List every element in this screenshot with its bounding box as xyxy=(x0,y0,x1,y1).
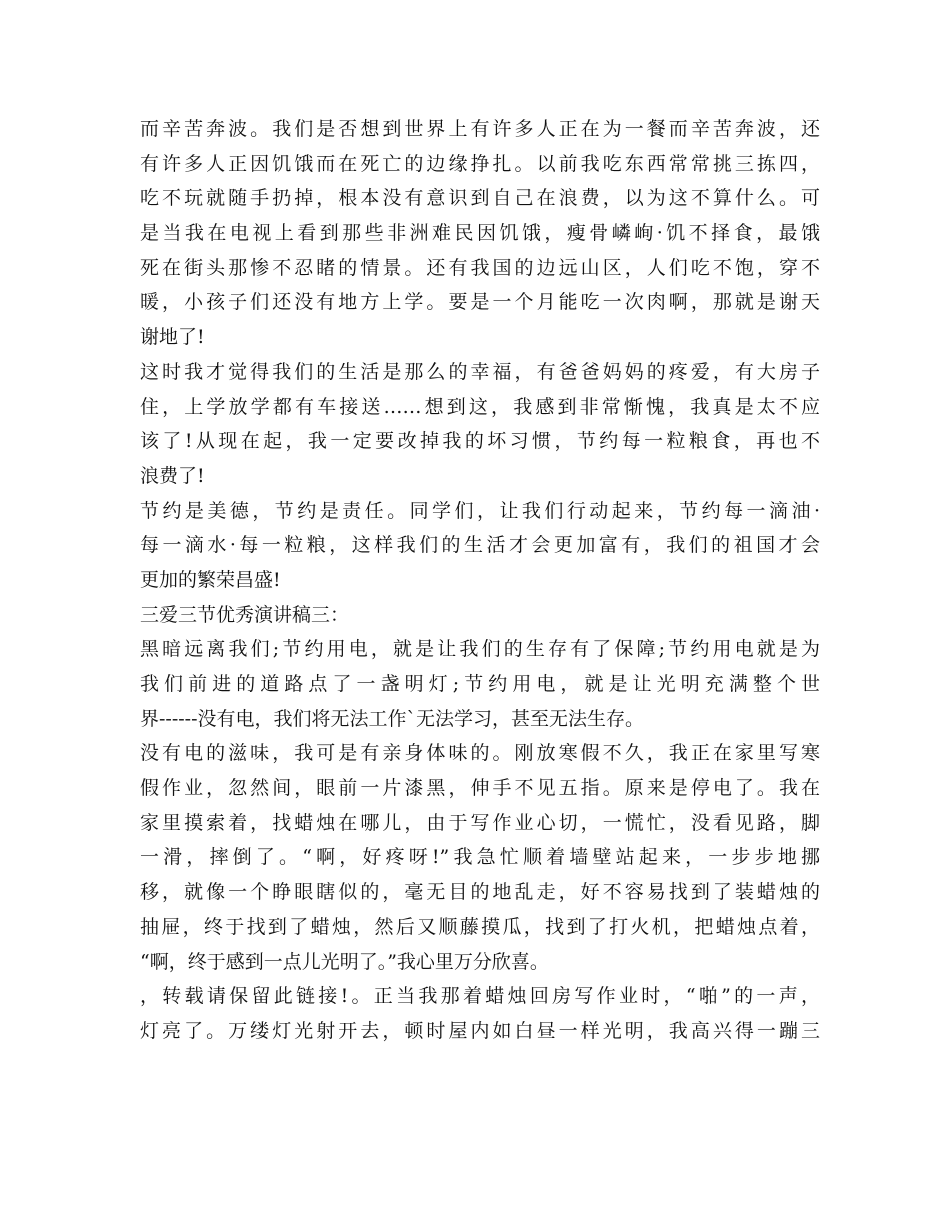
text-line: 我们前进的道路点了一盏明灯;节约用电，就是让光明充满整个世 xyxy=(140,673,820,695)
text-line: 假作业，忽然间，眼前一片漆黑，伸手不见五指。原来是停电了。我在 xyxy=(140,777,820,800)
text-line: 谢地了! xyxy=(140,326,205,349)
text-line: 家里摸索着，找蜡烛在哪儿，由于写作业心切，一慌忙，没看见路，脚 xyxy=(140,811,820,834)
text-line: 每一滴水·每一粒粮，这样我们的生活才会更加富有，我们的祖国才会 xyxy=(140,534,820,557)
text-line: 抽屉，终于找到了蜡烛，然后又顺藤摸瓜，找到了打火机，把蜡烛点着， xyxy=(140,915,820,938)
text-line: 吃不玩就随手扔掉，根本没有意识到自己在浪费，以为这不算什么。可 xyxy=(140,187,820,210)
text-line: 死在街头那惨不忍睹的情景。还有我国的边远山区，人们吃不饱，穿不 xyxy=(140,256,820,279)
text-line: 浪费了! xyxy=(140,464,205,487)
text-line: 界------没有电，我们将无法工作`无法学习，甚至无法生存。 xyxy=(140,707,645,730)
text-line: 灯亮了。万缕灯光射开去，顿时屋内如白昼一样光明，我高兴得一蹦三 xyxy=(140,1019,820,1042)
text-line: 暖，小孩子们还没有地方上学。要是一个月能吃一次肉啊，那就是谢天 xyxy=(140,291,820,314)
text-line: 三爱三节优秀演讲稿三： xyxy=(140,603,350,626)
text-line: 移，就像一个睁眼瞎似的，毫无目的地乱走，好不容易找到了装蜡烛的 xyxy=(140,881,820,904)
text-line: “啊，终于感到一点儿光明了。”我心里万分欣喜。 xyxy=(140,950,549,973)
text-line: 住，上学放学都有车接送……想到这，我感到非常惭愧，我真是太不应 xyxy=(140,395,820,418)
text-line: 节约是美德，节约是责任。同学们，让我们行动起来，节约每一滴油· xyxy=(140,499,820,522)
text-line: 而辛苦奔波。我们是否想到世界上有许多人正在为一餐而辛苦奔波，还 xyxy=(140,118,820,140)
text-line: 该了!从现在起，我一定要改掉我的坏习惯，节约每一粒粮食，再也不 xyxy=(140,430,820,453)
text-line: 一滑，摔倒了。“啊，好疼呀!”我急忙顺着墙壁站起来，一步步地挪 xyxy=(140,846,820,869)
text-line: 黑暗远离我们;节约用电，就是让我们的生存有了保障;节约用电就是为 xyxy=(140,638,820,661)
text-line: ，转载请保留此链接!。正当我那着蜡烛回房写作业时，“啪”的一声， xyxy=(140,985,820,1008)
text-line: 有许多人正因饥饿而在死亡的边缘挣扎。以前我吃东西常常挑三拣四， xyxy=(140,152,820,175)
text-line: 更加的繁荣昌盛! xyxy=(140,568,281,591)
text-line: 这时我才觉得我们的生活是那么的幸福，有爸爸妈妈的疼爱，有大房子 xyxy=(140,360,820,383)
document-body xyxy=(140,112,820,1049)
text-line: 没有电的滋味，我可是有亲身体味的。刚放寒假不久，我正在家里写寒 xyxy=(140,742,820,765)
text-line: 是当我在电视上看到那些非洲难民因饥饿，瘦骨嶙峋·饥不择食，最饿 xyxy=(140,222,820,245)
